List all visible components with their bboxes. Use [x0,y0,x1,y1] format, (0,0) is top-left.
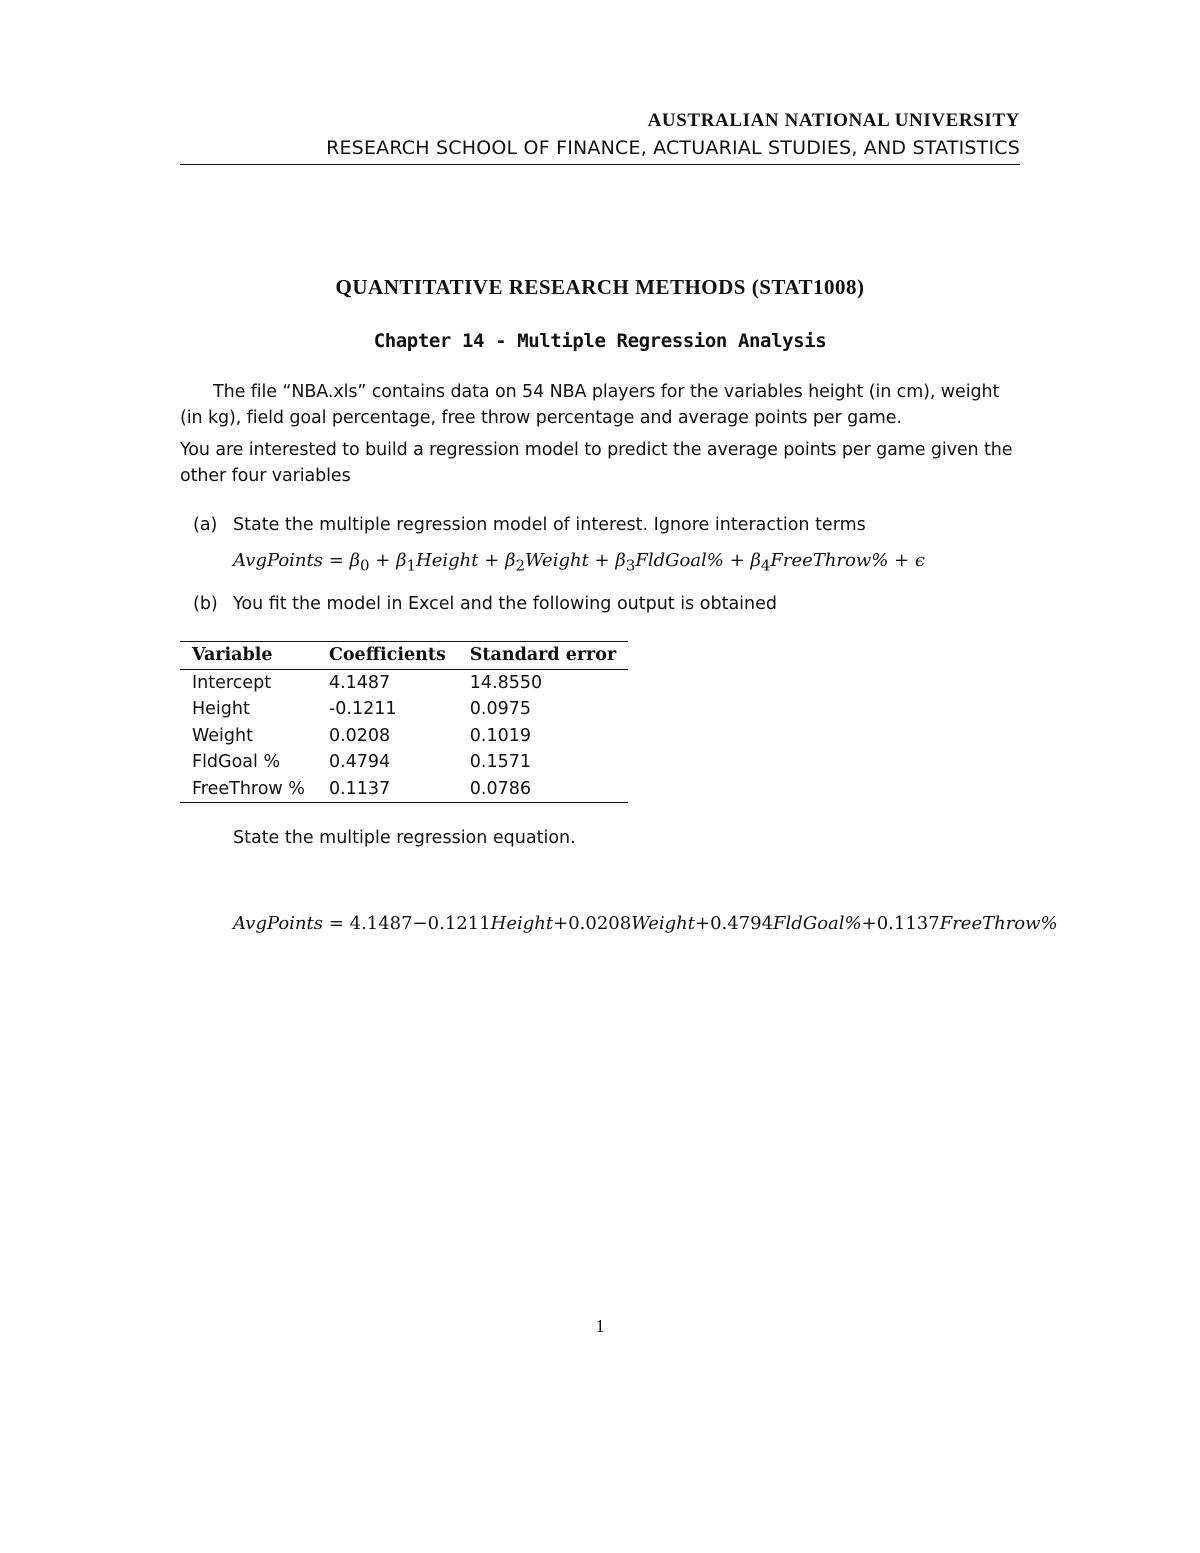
table-cell: FreeThrow % [192,778,305,799]
regression-output-table [180,641,628,803]
part-a-question [193,515,866,535]
part-a-text: State the multiple regression model of interest. Ignore interaction terms [233,515,866,535]
table-row [180,696,628,723]
page-number: 1 [595,1316,605,1336]
table-header-coefficients: Coefficients [328,645,446,666]
course-title: QUANTITATIVE RESEARCH METHODS (STAT1008) [335,275,865,299]
table-header-row [180,642,628,670]
part-b-text: You fit the model in Excel and the following output is obtained [233,594,778,614]
intro-paragraph-2: You are interested to build a regression model to predict the average points per game given the other four variables [180,440,1013,486]
regression-model-equation: AvgPoints = $\beta_0$ + $\beta_1Height$ + $\beta_2Weight$ + $\beta_3FldGoal\%$ + $\beta_4FreeThrow\% + \epsilon$ [233,550,926,575]
table-row [180,749,628,776]
part-b-question [193,594,777,614]
table-cell: 0.1571 [469,752,532,773]
table-header-standard-error: Standard error [469,645,617,666]
table-cell: 0.0208 [328,725,391,746]
regression-answer-equation: AvgPoints = 4.1487−0.1211Height+0.0208Weight+0.4794FldGoal%+0.1137FreeThrow% [233,913,1058,934]
table-cell: Intercept [192,672,272,693]
school-name: RESEARCH SCHOOL OF FINANCE, ACTUARIAL STUDIES, AND STATISTICS [326,137,1020,159]
table-row [180,669,628,696]
university-name: AUSTRALIAN NATIONAL UNIVERSITY [647,110,1020,131]
chapter-title: Chapter 14 - Multiple Regression Analysis [373,330,827,352]
table-cell: 0.4794 [328,752,391,773]
model-lhs: AvgPoints [233,550,323,571]
table-cell: Height [192,699,250,720]
part-a-label: (a) [193,515,218,535]
part-b-prompt: State the multiple regression equation. [233,828,576,848]
header-rule [180,164,1020,165]
intro-paragraph-1: The file “NBA.xls” contains data on 54 NBA players for the variables height (in cm), weight (in kg), field goal percentage, free throw percentage and average points per game. [180,382,1000,428]
table-cell: 4.1487 [328,672,391,693]
table-cell: FldGoal % [192,752,281,773]
table-row [180,723,628,750]
table-cell: 0.1137 [328,778,391,799]
part-b-label: (b) [193,594,218,614]
table-cell: 0.0786 [469,778,532,799]
table-header-variable: Variable [192,645,273,666]
table-cell: -0.1211 [328,699,397,720]
table-cell: 0.0975 [469,699,532,720]
table-row [180,776,628,803]
table-cell: Weight [192,725,253,746]
table-cell: 14.8550 [469,672,543,693]
table-cell: 0.1019 [469,725,532,746]
